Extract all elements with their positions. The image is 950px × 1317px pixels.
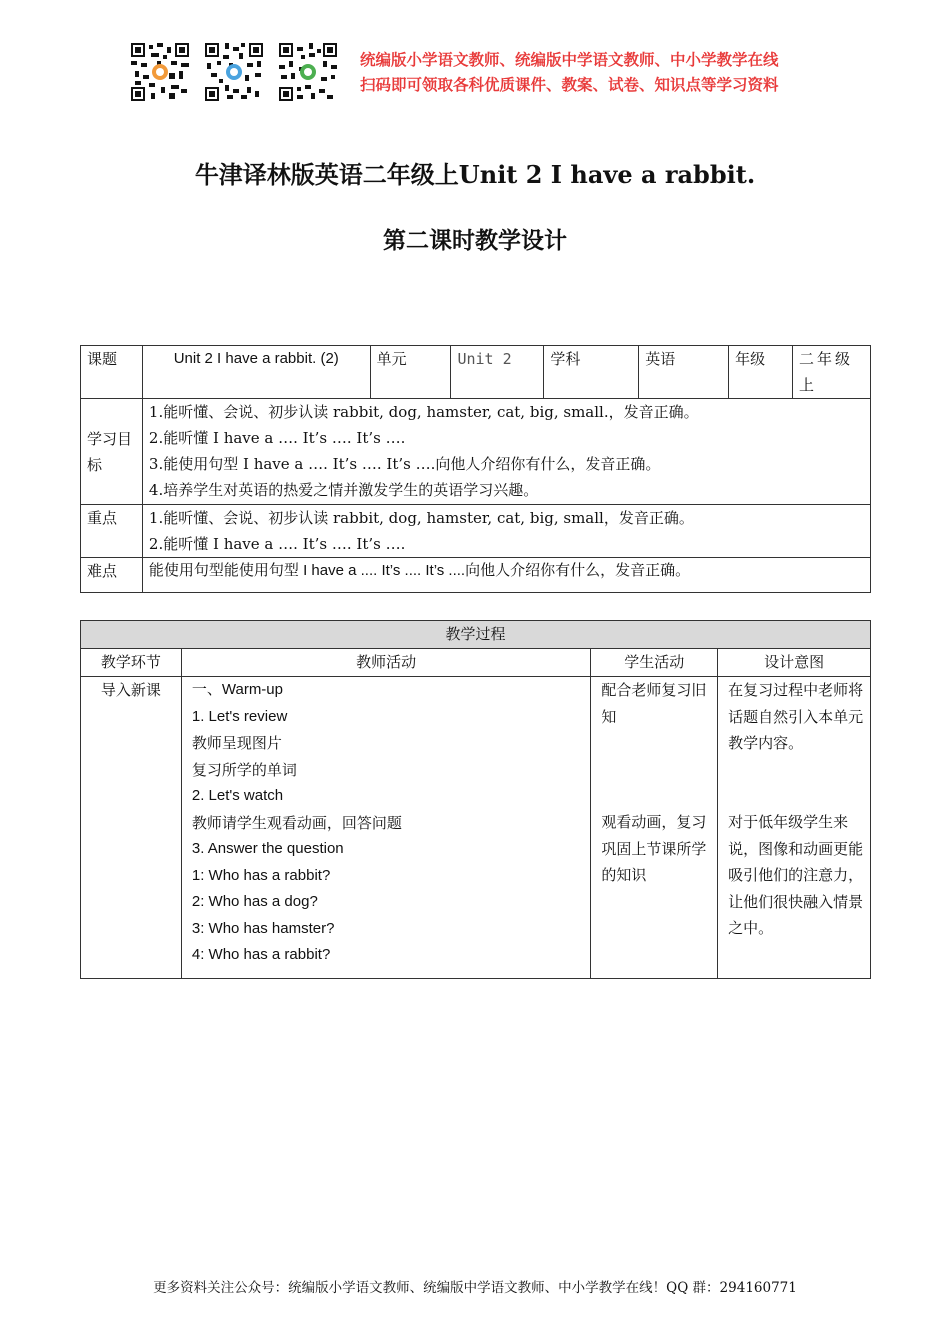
difficulty-label: 难点 — [81, 558, 143, 593]
banner-line-2: 扫码即可领取各科优质课件、教案、试卷、知识点等学习资料 — [360, 76, 779, 94]
teacher-line: 1. Let's review — [191, 707, 288, 725]
grade-label: 年级 — [729, 346, 793, 399]
unit-value: Unit 2 — [451, 346, 544, 399]
teaching-process-table — [80, 620, 871, 979]
teacher-line: 2: Who has a dog? — [191, 893, 318, 910]
process-title: 教学过程 — [81, 621, 871, 649]
student-activity-1: 配合老师复习旧知 — [601, 681, 707, 726]
design-intent-cell — [718, 677, 871, 979]
key-points-cell — [142, 505, 870, 558]
banner-line-1: 统编版小学语文教师、统编版中学语文教师、中小学教学在线 — [360, 51, 779, 69]
design-intent-1: 在复习过程中老师将话题自然引入本单元教学内容。 — [728, 681, 864, 752]
student-activity-cell — [591, 677, 718, 979]
qr-code-2 — [205, 43, 263, 101]
teacher-activity-cell — [181, 677, 590, 979]
header-stage: 教学环节 — [81, 649, 182, 677]
header-intent: 设计意图 — [718, 649, 871, 677]
subject-label: 学科 — [544, 346, 639, 399]
header-student: 学生活动 — [591, 649, 718, 677]
teacher-line: 教师请学生观看动画，回答问题 — [191, 813, 402, 832]
teacher-line: 复习所学的单词 — [191, 760, 297, 779]
key-point-item: 1.能听懂、会说、初步认读 rabbit, dog, hamster, cat, big, small，发音正确。 — [148, 509, 694, 527]
qr-code-icon — [279, 43, 337, 101]
goal-item: 4.培养学生对英语的热爱之情并激发学生的英语学习兴趣。 — [148, 481, 539, 499]
subject-value: 英语 — [639, 346, 729, 399]
goal-item: 2.能听懂 I have a …. It’s …. It’s …. — [148, 429, 406, 447]
goals-label: 学习目标 — [81, 399, 143, 505]
teacher-line: 1: Who has a rabbit? — [191, 866, 331, 884]
qr-code-3 — [279, 43, 337, 101]
footer-note: 更多资料关注公众号：统编版小学语文教师、统编版中学语文教师、中小学教学在线！QQ 群：294160771 — [153, 1280, 797, 1296]
page-subtitle: 第二课时教学设计 — [383, 228, 567, 254]
header-teacher: 教师活动 — [181, 649, 590, 677]
goal-item: 3.能使用句型 I have a …. It’s …. It’s ….向他人介绍你有什么，发音正确。 — [148, 455, 661, 473]
design-intent-2: 对于低年级学生来说，图像和动画更能吸引他们的注意力， 让他们很快融入情景之中。 — [728, 813, 864, 937]
topic-value: Unit 2 I have a rabbit. (2) — [142, 346, 370, 399]
teacher-line: 教师呈现图片 — [191, 734, 282, 752]
unit-label: 单元 — [370, 346, 451, 399]
qr-code-1 — [131, 43, 189, 101]
promo-banner — [360, 48, 779, 98]
topic-label: 课题 — [81, 346, 143, 399]
qr-code-icon — [131, 43, 189, 101]
teacher-line: 一、Warm-up — [191, 681, 283, 698]
key-point-item: 2.能听懂 I have a …. It’s …. It’s …. — [148, 535, 406, 553]
teacher-line: 4: Who has a rabbit? — [191, 946, 331, 963]
grade-value: 二年级上 — [793, 346, 871, 399]
key-label: 重点 — [81, 505, 143, 558]
lesson-info-table — [80, 345, 871, 593]
goal-item: 1.能听懂、会说、初步认读 rabbit, dog, hamster, cat, big, small.，发音正确。 — [148, 403, 699, 421]
page-title: 牛津译林版英语二年级上Unit 2 I have a rabbit. — [194, 160, 756, 189]
teacher-line: 3: Who has hamster? — [191, 919, 335, 937]
difficulty-value: 能使用句型能使用句型 I have a .... It’s .... It’s ....向他人介绍你有什么，发音正确。 — [142, 558, 870, 593]
stage-cell: 导入新课 — [81, 677, 182, 979]
student-activity-2: 观看动画，复习巩固上节课所学的知识 — [601, 813, 707, 884]
teacher-line: 2. Let's watch — [191, 787, 284, 804]
goals-cell — [142, 399, 870, 505]
teacher-line: 3. Answer the question — [191, 840, 344, 857]
qr-code-icon — [205, 43, 263, 101]
